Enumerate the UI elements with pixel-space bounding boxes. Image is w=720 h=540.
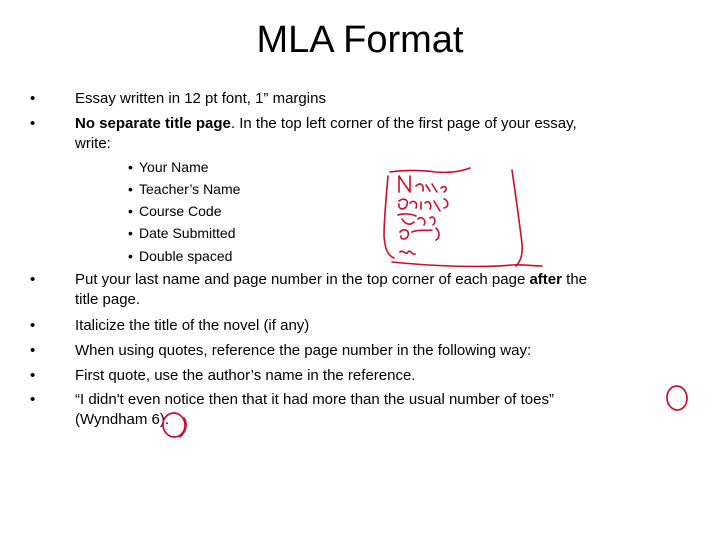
bullet-text: Put your last name and page number in the top corner of each page <box>75 271 530 288</box>
bullet-quotes-page-number <box>30 341 710 361</box>
bullet-first-quote <box>30 366 710 386</box>
bullet-dot: • <box>128 203 133 219</box>
quote-text: “I didn't even notice then that it had more than the usual number of toes” <box>75 391 554 408</box>
citation-text: (Wyndham 6). <box>75 411 170 428</box>
handwritten-heading-sketch <box>384 168 542 266</box>
bullet-text-continued: title page. <box>75 291 141 308</box>
sub-bullet-teacher-name <box>128 178 240 200</box>
sub-bullet-date-submitted <box>128 222 236 244</box>
sub-bullet-course-code <box>128 200 222 222</box>
bullet-dot: • <box>30 391 36 408</box>
bullet-text: First quote, use the author’s name in the reference. <box>75 367 416 384</box>
sub-bullet-text: Your Name <box>139 159 209 175</box>
bullet-font-margins <box>30 89 690 109</box>
bullet-text: When using quotes, reference the page number in the following way: <box>75 342 532 359</box>
emphasis-text: after <box>529 271 562 288</box>
bullet-last-name-page-number <box>30 270 710 310</box>
bullet-dot: • <box>128 159 133 175</box>
bullet-text-continued: write: <box>75 135 111 152</box>
bullet-text: . In the top left corner of the first page of your essay, <box>230 115 577 132</box>
bullet-text: Italicize the title of the novel (if any) <box>75 317 310 334</box>
bullet-dot: • <box>30 115 36 132</box>
bullet-dot: • <box>30 367 36 384</box>
sub-bullet-double-spaced <box>128 245 232 267</box>
emphasis-text: No separate title page <box>75 115 231 132</box>
bullet-text-end: the <box>561 271 588 288</box>
bullet-dot: • <box>128 225 133 241</box>
sub-bullet-text: Double spaced <box>139 248 233 264</box>
bullet-text: Essay written in 12 pt font, 1” margins <box>75 90 326 107</box>
sub-bullet-text: Date Submitted <box>139 225 236 241</box>
bullet-dot: • <box>30 317 36 334</box>
bullet-dot: • <box>128 248 133 264</box>
sub-bullet-your-name <box>128 156 209 178</box>
bullet-example-quote <box>30 390 710 430</box>
bullet-dot: • <box>30 90 36 107</box>
sub-bullet-text: Teacher’s Name <box>139 181 241 197</box>
bullet-dot: • <box>30 342 36 359</box>
bullet-italicize-title <box>30 316 690 336</box>
bullet-dot: • <box>30 271 36 288</box>
sub-bullet-text: Course Code <box>139 203 222 219</box>
bullet-dot: • <box>128 181 133 197</box>
slide-title: MLA Format <box>256 19 464 61</box>
bullet-no-title-page <box>30 114 710 154</box>
